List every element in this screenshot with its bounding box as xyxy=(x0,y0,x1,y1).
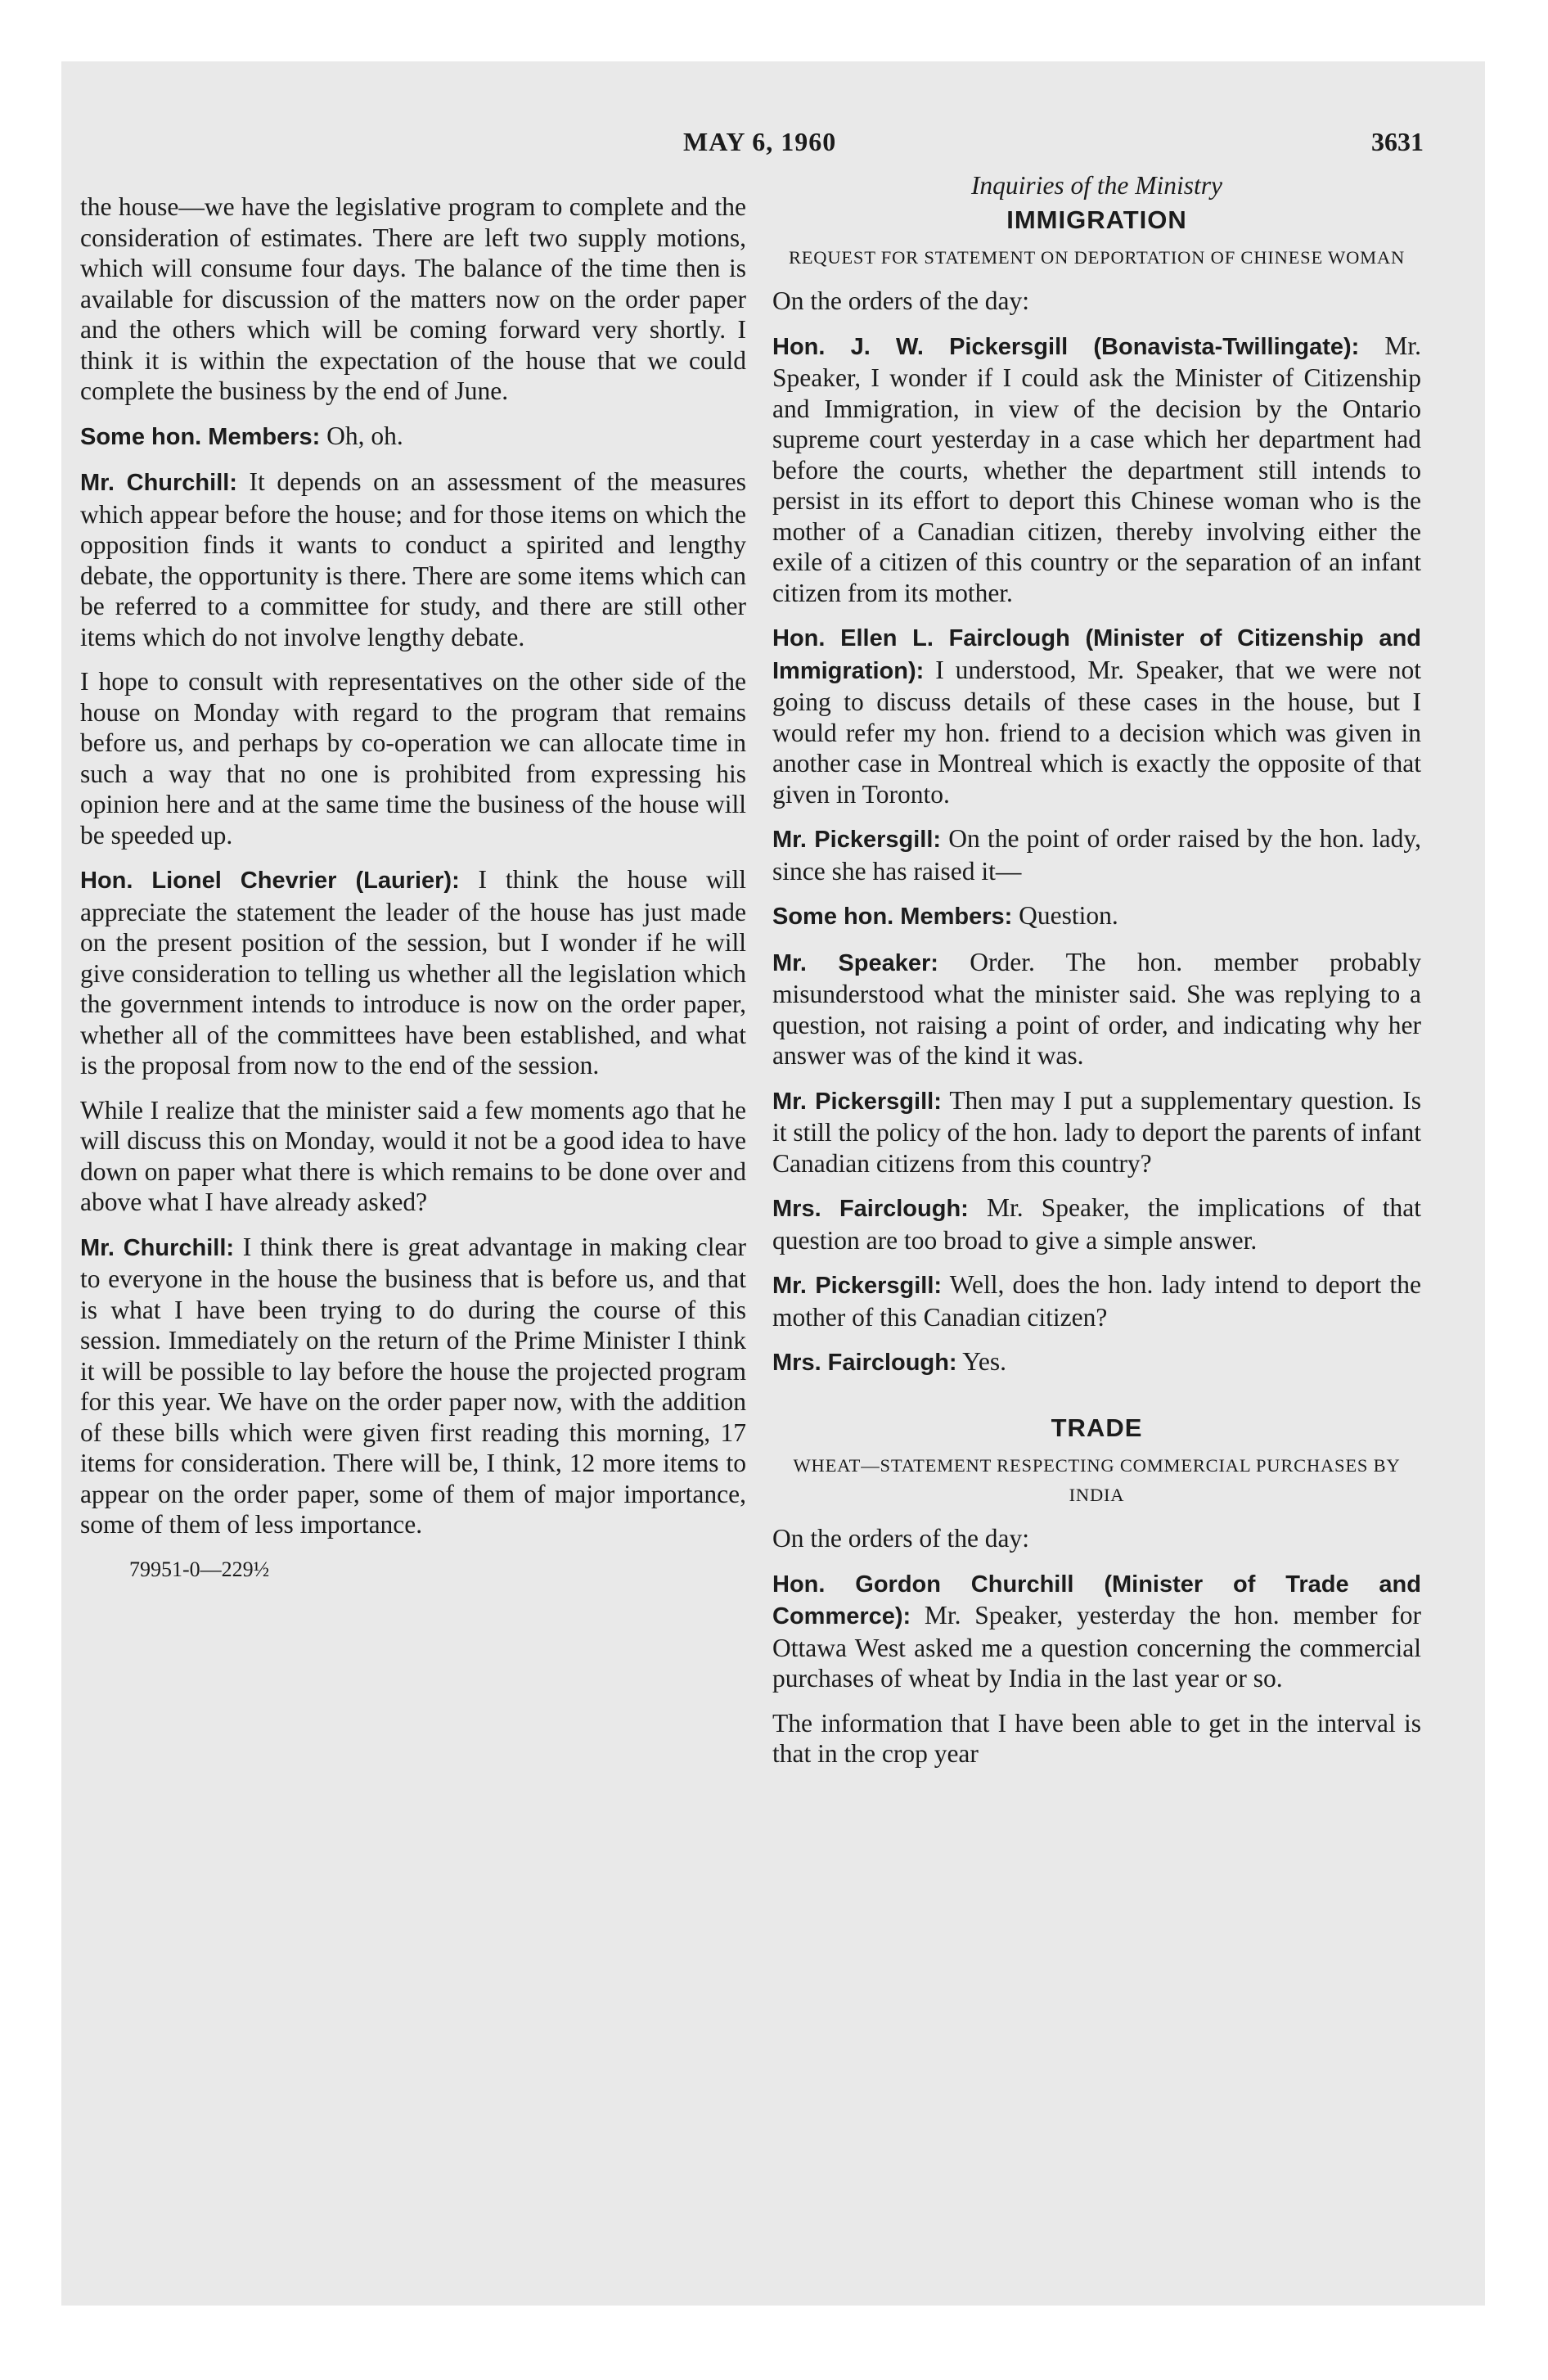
right-column xyxy=(772,170,1421,1783)
speaker-name: Some hon. Members: xyxy=(772,904,1013,930)
paragraph xyxy=(772,1568,1421,1694)
speech-text: Mr. Speaker, yesterday the hon. member for Ottawa West asked me a question concerning the commercial purchases of wheat by India in the last year or so. xyxy=(772,1601,1421,1693)
paragraph: The information that I have been able to get in the interval is that in the crop year xyxy=(772,1708,1421,1768)
speech-text: Question. xyxy=(1012,901,1118,930)
paragraph xyxy=(772,900,1421,933)
page-header xyxy=(61,127,1424,168)
speech-text: I understood, Mr. Speaker, that we were not going to discuss details of these cases in the house, but I would refer my hon. friend to a decision which was given in another case in Montreal which is exactly the opposite of that given in Toronto. xyxy=(772,655,1421,809)
speaker-name: Mr. Churchill: xyxy=(80,1234,235,1261)
paragraph xyxy=(772,622,1421,809)
paragraph xyxy=(772,1346,1421,1379)
paragraph xyxy=(772,1085,1421,1179)
orders-of-day: On the orders of the day: xyxy=(772,286,1030,315)
speech-text: It depends on an assessment of the measures which appear before the house; and for those items on which the opposition finds it wants to conduct a spirited and lengthy debate, the opportunity is there. There are some items which can be referred to a committee for study, and there are still other items which do not involve lengthy debate. xyxy=(80,467,746,651)
speech-text: Mr. Speaker, the implications of that question are too broad to give a simple answer. xyxy=(772,1193,1421,1255)
speech-text: Well, does the hon. lady intend to deport the mother of this Canadian citizen? xyxy=(772,1270,1422,1332)
speech-text: Oh, oh. xyxy=(320,421,403,450)
section-heading-trade: TRADE xyxy=(1051,1413,1143,1442)
subheading: REQUEST FOR STATEMENT ON DEPORTATION OF CHINESE WOMAN xyxy=(788,247,1406,268)
speaker-name: Mr. Churchill: xyxy=(80,470,237,496)
subheading: WHEAT—STATEMENT RESPECTING COMMERCIAL PURCHASES BY INDIA xyxy=(793,1455,1401,1505)
speech-text: I think there is great advantage in making clear to everyone in the house the business that is before us, and that is what I have been trying to do during the course of this session. Immediately on the return of the Prime Minister I think it will be possible to lay before the house the projected program for this year. We have on the order paper now, with the addition of these bills which were given first reading this morning, 17 items for consideration. There will be, I think, 12 more items to appear on the order paper, some of them of major importance, some of them of less importance. xyxy=(80,1232,746,1539)
paragraph: I hope to consult with representatives on the other side of the house on Monday with regard to the program that remains before us, and perhaps by co-operation we can allocate time in such a way that no one is prohibited from expressing his opinion here and at the same time the business of the house will be speeded up. xyxy=(80,667,746,850)
speech-text: On the point of order raised by the hon. lady, since she has raised it— xyxy=(772,824,1421,886)
paragraph xyxy=(80,421,746,453)
paragraph xyxy=(80,1232,746,1540)
paragraph: the house—we have the legislative program to complete and the consideration of estimates. There are left two supply motions, which will consume four days. The balance of the time then is available for discussion of the matters now on the order paper and the others which will be coming forward very shortly. I think it is within the expectation of the house that we could complete the business by the end of June. xyxy=(80,192,746,405)
speaker-name: Mrs. Fairclough: xyxy=(772,1196,969,1222)
paragraph xyxy=(80,467,746,652)
speech-text: I think the house will appreciate the statement the leader of the house has just made on the present position of the session, but I wonder if he will give consideration to telling us whether all the legislation which the government intends to introduce is now on the order paper, whether all of the committees have been established, and what is the proposal from now to the end of the session. xyxy=(80,865,746,1080)
paragraph xyxy=(772,947,1421,1071)
speech-text: Mr. Speaker, I wonder if I could ask the Minister of Citizenship and Immigration, in view of the decision by the Ontario supreme court yesterday in a case which her department had before the courts, whether the department still intends to persist in its effort to deport this Chinese woman who is the mother of a Canadian citizen, thereby involving either the exile of a citizen of this country or the separation of an infant citizen from its mother. xyxy=(772,331,1421,607)
speech-text: Then may I put a supplementary question. Is it still the policy of the hon. lady to deport the parents of infant Canadian citizens from this country? xyxy=(772,1085,1421,1178)
paragraph xyxy=(772,1269,1421,1332)
speaker-name: Hon. Lionel Chevrier (Laurier): xyxy=(80,868,460,894)
speaker-name: Mr. Pickersgill: xyxy=(772,1273,943,1299)
orders-of-day: On the orders of the day: xyxy=(772,1524,1030,1553)
running-head: Inquiries of the Ministry xyxy=(970,171,1223,200)
speaker-name: Hon. J. W. Pickersgill (Bonavista-Twillingate): xyxy=(772,333,1360,360)
page-number: 3631 xyxy=(1371,127,1424,156)
paragraph xyxy=(772,1192,1421,1255)
left-column xyxy=(80,192,746,1584)
paragraph xyxy=(772,823,1421,886)
header-date: MAY 6, 1960 xyxy=(683,127,837,156)
speaker-name: Mr. Pickersgill: xyxy=(772,1088,942,1115)
footer-signature: 79951-0—229½ xyxy=(129,1557,270,1581)
speech-text: Yes. xyxy=(956,1347,1006,1376)
speaker-name: Some hon. Members: xyxy=(80,423,321,450)
paragraph xyxy=(80,864,746,1081)
speaker-name: Mr. Pickersgill: xyxy=(772,827,942,853)
section-heading-immigration: IMMIGRATION xyxy=(1006,205,1187,234)
paragraph: While I realize that the minister said a few moments ago that he will discuss this on Monday, would it not be a good idea to have down on paper what there is which remains to be done over and above what I have already asked? xyxy=(80,1095,746,1216)
speech-text: Order. The hon. member probably misunderstood what the minister said. She was replying to a question, not raising a point of order, and indicating why her answer was of the kind it was. xyxy=(772,947,1421,1070)
speaker-name: Hon. Ellen L. Fairclough (Minister of Citizenship and Immigration): xyxy=(772,625,1421,684)
paragraph xyxy=(772,331,1421,609)
speaker-name: Mr. Speaker: xyxy=(772,949,938,976)
speaker-name: Mrs. Fairclough: xyxy=(772,1350,957,1376)
speaker-name: Hon. Gordon Churchill (Minister of Trade and Commerce): xyxy=(772,1571,1421,1629)
spacer xyxy=(772,1393,1421,1413)
